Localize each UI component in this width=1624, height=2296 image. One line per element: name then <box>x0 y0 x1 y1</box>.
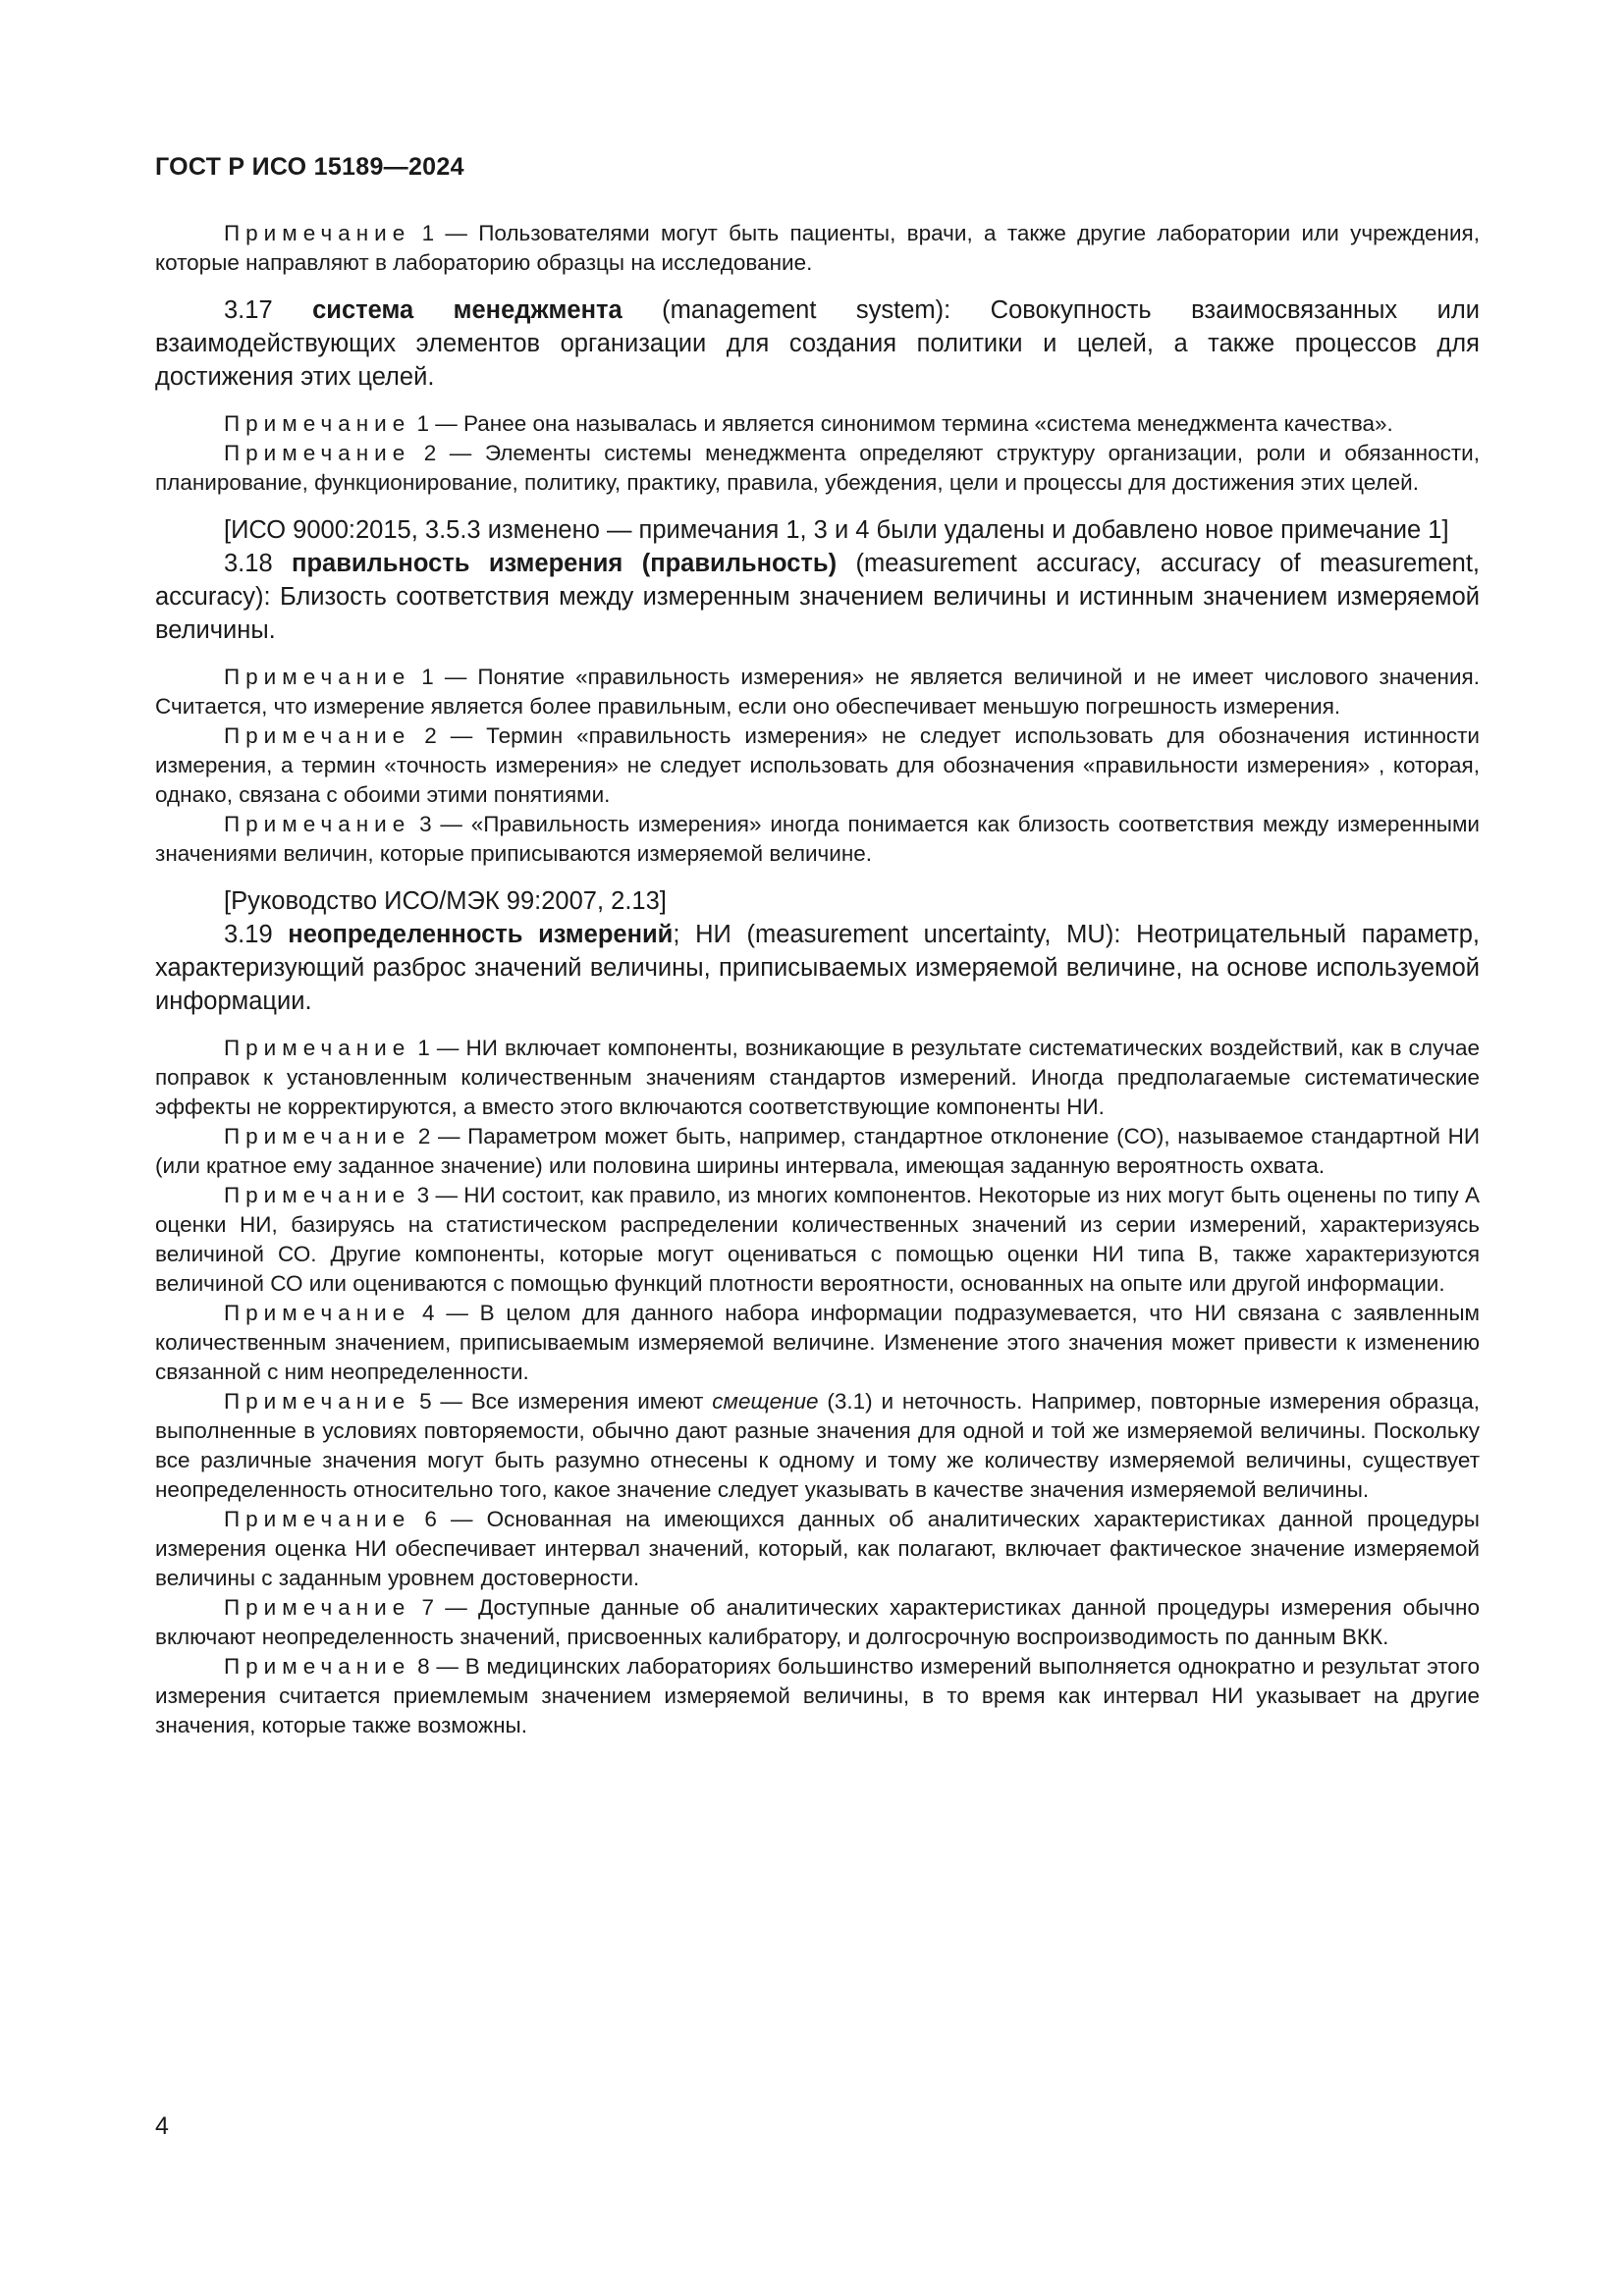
note-label: Примечание <box>224 441 411 465</box>
note-6: Примечание 6 — Основанная на имеющихся данных об аналитических характеристиках данной процедуры измерения оценка НИ обеспечивает интервал значений, который, как полагают, включает фактическое значение измеряемой величины с заданным уровнем достоверности. <box>155 1507 1480 1590</box>
note-2: Примечание 2 — Элементы системы менеджмента определяют структуру организации, роли и обязанности, планирование, функционирование, политику, практику, правила, убеждения, цели и процессы для достижения этих целей. <box>155 441 1480 495</box>
note-label: Примечание <box>224 1507 411 1531</box>
note-7: Примечание 7 — Доступные данные об аналитических характеристиках данной процедуры измерения обычно включают неопределенность значений, присвоенных калибратору, и долгосрочную воспроизводимость по данным ВКК. <box>155 1595 1480 1649</box>
note-label: Примечание <box>224 1124 411 1148</box>
note-1: Примечание 1 — Ранее она называлась и является синонимом термина «система менеджмента качества». <box>224 411 1393 436</box>
note-label: Примечание <box>224 723 411 748</box>
note-label: Примечание <box>224 411 411 436</box>
source-reference: [ИСО 9000:2015, 3.5.3 изменено — примечания 1, 3 и 4 были удалены и добавлено новое примечание 1] <box>224 516 1449 544</box>
term-title: система менеджмента <box>312 296 623 324</box>
note-label: Примечание <box>224 1301 411 1325</box>
note-label: Примечание <box>224 1595 411 1620</box>
note-3: Примечание 3 — «Правильность измерения» иногда понимается как близость соответствия между измеренными значениями величин, которые приписываются измеряемой величине. <box>155 812 1480 866</box>
note-label: Примечание <box>224 1389 411 1414</box>
source-reference: [Руководство ИСО/МЭК 99:2007, 2.13] <box>224 887 667 915</box>
term-title: неопределенность измерений <box>288 921 674 948</box>
note-label: Примечание <box>224 665 411 689</box>
note-label: Примечание <box>224 221 411 245</box>
term-3-17: 3.17 система менеджмента (management system): Совокупность взаимосвязанных или взаимодействующих элементов организации для создания политики и целей, а также процессов для достижения этих целей. <box>155 296 1481 391</box>
note-8: Примечание 8 — В медицинских лабораториях большинство измерений выполняется однократно и результат этого измерения считается приемлемым значением измеряемой величины, в то время как интервал НИ указывает на другие значения, которые также возможны. <box>155 1654 1480 1737</box>
note-4: Примечание 4 — В целом для данного набора информации подразумевается, что НИ связана с заявленным количественным значением, приписываемым измеряемой величине. Изменение этого значения может привести к изменению связанной с ним неопределенности. <box>155 1301 1480 1384</box>
note-label: Примечание <box>224 1036 411 1060</box>
note-2: Примечание 2 — Параметром может быть, например, стандартное отклонение (СО), называемое стандартной НИ (или кратное ему заданное значение) или половина ширины интервала, имеющая заданную вероятность охвата. <box>155 1124 1480 1178</box>
note-1: Примечание 1 — Понятие «правильность измерения» не является величиной и не имеет числового значения. Считается, что измерение является более правильным, если оно обеспечивает меньшую погрешность измерения. <box>155 665 1480 719</box>
document-body <box>155 219 1480 1740</box>
note-2: Примечание 2 — Термин «правильность измерения» не следует использовать для обозначения истинности измерения, а термин «точность измерения» не следует использовать для обозначения «правильности измерения» , которая, однако, связана с обоими этими понятиями. <box>155 723 1480 807</box>
note-label: Примечание <box>224 1183 411 1207</box>
term-title: правильность измерения (правильность) <box>292 550 838 577</box>
term-3-19: 3.19 неопределенность измерений; НИ (measurement uncertainty, MU): Неотрицательный параметр, характеризующий разброс значений величины, приписываемых измеряемой величине, на основе используемой информации. <box>155 921 1481 1015</box>
note-1: Примечание 1 — НИ включает компоненты, возникающие в результате систематических воздействий, как в случае поправок к установленным количественным значениям стандартов измерений. Иногда предполагаемые систематические эффекты не корректируются, а вместо этого включаются соответствующие компоненты НИ. <box>155 1036 1480 1119</box>
term-reference: смещение <box>712 1389 819 1414</box>
term-3-18: 3.18 правильность измерения (правильность) (measurement accuracy, accuracy of measurement, accuracy): Близость соответствия между измеренным значением величины и истинным значением измеряемой величины. <box>155 550 1481 644</box>
note-label: Примечание <box>224 812 411 836</box>
document-header: ГОСТ Р ИСО 15189—2024 <box>155 153 464 181</box>
page-number: 4 <box>155 2112 169 2140</box>
note-1: Примечание 1 — Пользователями могут быть пациенты, врачи, а также другие лаборатории или учреждения, которые направляют в лабораторию образцы на исследование. <box>155 221 1480 275</box>
note-5: Примечание 5 — Все измерения имеют смещение (3.1) и неточность. Например, повторные измерения образца, выполненные в условиях повторяемости, обычно дают разные значения для одной и той же измеряемой величины. Поскольку все различные значения могут быть разумно отнесены к одному и тому же количеству измеряемой величины, существует неопределенность относительно того, какое значение следует указывать в качестве значения измеряемой величины. <box>155 1389 1480 1502</box>
note-label: Примечание <box>224 1654 411 1679</box>
note-3: Примечание 3 — НИ состоит, как правило, из многих компонентов. Некоторые из них могут быть оценены по типу А оценки НИ, базируясь на статистическом распределении количественных значений из серии измерений, характеризуясь величиной СО. Другие компоненты, которые могут оцениваться с помощью оценки НИ типа В, также характеризуются величиной СО или оцениваются с помощью функций плотности вероятности, основанных на опыте или другой информации. <box>155 1183 1480 1296</box>
